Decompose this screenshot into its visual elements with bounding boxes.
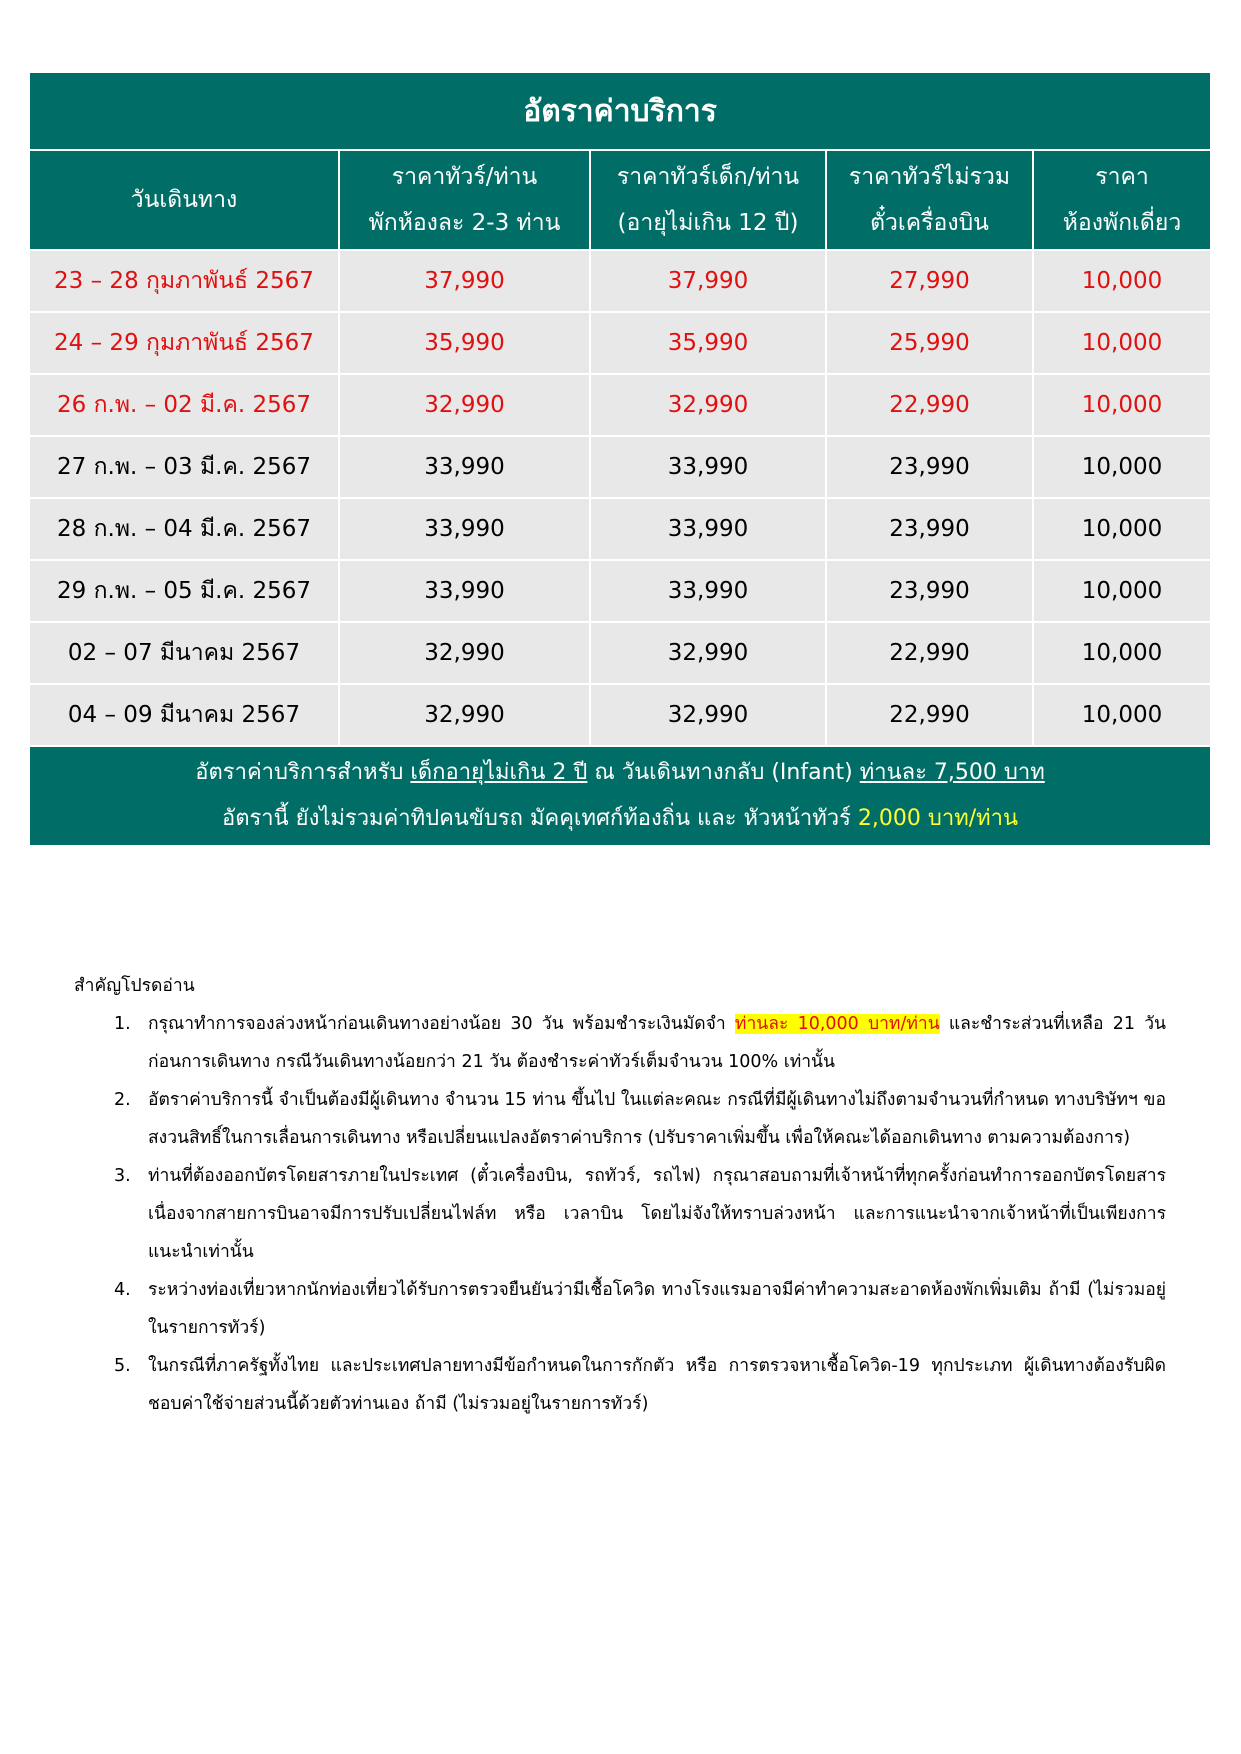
- note-item: 2. อัตราค่าบริการนี้ จำเป็นต้องมีผู้เดินทาง จำนวน 15 ท่าน ขึ้นไป ในแต่ละคณะ กรณีที่มีผู้เดินทางไม่ถึงตามจำนวนที่กำหนด ทางบริษัทฯ ขอสงวนสิทธิ์ในการเลื่อนการเดินทาง หรือเปลี่ยนแปลงอัตราค่าบริการ (ปรับราคาเพิ่มขึ้น เพื่อให้คณะได้ออกเดินทาง ตามความต้องการ): [114, 1090, 1166, 1148]
- table-cell: 32,990: [590, 374, 826, 436]
- table-cell: 23,990: [826, 436, 1033, 498]
- table-cell: 23 – 28 กุมภาพันธ์ 2567: [29, 250, 339, 312]
- table-cell: 33,990: [339, 436, 590, 498]
- table-cell: 10,000: [1033, 684, 1211, 746]
- table-cell: 10,000: [1033, 498, 1211, 560]
- table-cell: 33,990: [590, 436, 826, 498]
- table-cell: 29 ก.พ. – 05 มี.ค. 2567: [29, 560, 339, 622]
- table-cell: 10,000: [1033, 312, 1211, 374]
- table-cell: 22,990: [826, 622, 1033, 684]
- table-cell: 02 – 07 มีนาคม 2567: [29, 622, 339, 684]
- table-title: อัตราค่าบริการ: [29, 72, 1211, 150]
- table-row: [29, 250, 1211, 312]
- table-cell: 32,990: [339, 684, 590, 746]
- table-cell: 33,990: [590, 498, 826, 560]
- table-cell: 22,990: [826, 374, 1033, 436]
- table-cell: 32,990: [339, 374, 590, 436]
- table-title-row: [29, 72, 1211, 150]
- table-cell: 32,990: [339, 622, 590, 684]
- table-cell: 23,990: [826, 498, 1033, 560]
- note-item: 5. ในกรณีที่ภาครัฐทั้งไทย และประเทศปลายทางมีข้อกำหนดในการกักตัว หรือ การตรวจหาเชื้อโควิด-19 ทุกประเภท ผู้เดินทางต้องรับผิดชอบค่าใช้จ่ายส่วนนี้ด้วยตัวท่านเอง ถ้ามี (ไม่รวมอยู่ในรายการทัวร์): [114, 1356, 1166, 1414]
- table-cell: 22,990: [826, 684, 1033, 746]
- table-cell: 10,000: [1033, 622, 1211, 684]
- table-cell: 33,990: [590, 560, 826, 622]
- table-cell: 28 ก.พ. – 04 มี.ค. 2567: [29, 498, 339, 560]
- table-footer-note: อัตราค่าบริการสำหรับ เด็กอายุไม่เกิน 2 ปี ณ วันเดินทางกลับ (Infant) ท่านละ 7,500 บาท อัตรานี้ ยังไม่รวมค่าทิปคนขับรถ มัคคุเทศก์ท้องถิ่น และ หัวหน้าทัวร์ 2,000 บาท/ท่าน: [29, 746, 1211, 846]
- table-cell: 25,990: [826, 312, 1033, 374]
- tip-amount: 2,000 บาท/ท่าน: [857, 806, 1019, 831]
- table-cell: 24 – 29 กุมภาพันธ์ 2567: [29, 312, 339, 374]
- table-cell: 35,990: [339, 312, 590, 374]
- price-sheet: [28, 71, 1210, 847]
- header-single-room: ราคา ห้องพักเดี่ยว: [1033, 150, 1211, 250]
- header-travel-date: วันเดินทาง: [29, 150, 339, 250]
- table-cell: 32,990: [590, 622, 826, 684]
- infant-price-note: ท่านละ 7,500 บาท: [859, 760, 1045, 785]
- table-cell: 32,990: [590, 684, 826, 746]
- table-cell: 04 – 09 มีนาคม 2567: [29, 684, 339, 746]
- table-header-row: [29, 150, 1211, 250]
- table-row: [29, 622, 1211, 684]
- header-no-ticket-price: ราคาทัวร์ไม่รวม ตั๋วเครื่องบิน: [826, 150, 1033, 250]
- table-row: [29, 374, 1211, 436]
- note-item: 4. ระหว่างท่องเที่ยวหากนักท่องเที่ยวได้รับการตรวจยืนยันว่ามีเชื้อโควิด ทางโรงแรมอาจมีค่าทำความสะอาดห้องพักเพิ่มเติม ถ้ามี (ไม่รวมอยู่ในรายการทัวร์): [114, 1280, 1166, 1338]
- notes-heading: สำคัญโปรดอ่าน: [74, 976, 195, 996]
- note-item: 3. ท่านที่ต้องออกบัตรโดยสารภายในประเทศ (ตั๋วเครื่องบิน, รถทัวร์, รถไฟ) กรุณาสอบถามที่เจ้าหน้าที่ทุกครั้งก่อนทำการออกบัตรโดยสาร เนื่องจากสายการบินอาจมีการปรับเปลี่ยนไฟล์ท หรือ เวลาบิน โดยไม่จังให้ทราบล่วงหน้า และการแนะนำจากเจ้าหน้าที่เป็นเพียงการแนะนำเท่านั้น: [114, 1166, 1166, 1262]
- note-item: 1. กรุณาทำการจองล่วงหน้าก่อนเดินทางอย่างน้อย 30 วัน พร้อมชำระเงินมัดจำ ท่านละ 10,000 บาท/ท่าน และชำระส่วนที่เหลือ 21 วัน ก่อนการเดินทาง กรณีวันเดินทางน้อยกว่า 21 วัน ต้องชำระค่าทัวร์เต็มจำนวน 100% เท่านั้น: [114, 1014, 1166, 1072]
- important-notes: [74, 967, 1166, 1423]
- table-footer-row: [29, 746, 1211, 846]
- table-cell: 10,000: [1033, 250, 1211, 312]
- table-row: [29, 684, 1211, 746]
- table-cell: 10,000: [1033, 560, 1211, 622]
- table-cell: 23,990: [826, 560, 1033, 622]
- header-adult-price: ราคาทัวร์/ท่าน พักห้องละ 2-3 ท่าน: [339, 150, 590, 250]
- table-row: [29, 498, 1211, 560]
- notes-list: [74, 1005, 1166, 1423]
- table-cell: 37,990: [339, 250, 590, 312]
- table-row: [29, 560, 1211, 622]
- table-cell: 10,000: [1033, 374, 1211, 436]
- table-row: [29, 436, 1211, 498]
- table-cell: 26 ก.พ. – 02 มี.ค. 2567: [29, 374, 339, 436]
- header-child-price: ราคาทัวร์เด็ก/ท่าน (อายุไม่เกิน 12 ปี): [590, 150, 826, 250]
- table-cell: 35,990: [590, 312, 826, 374]
- table-cell: 10,000: [1033, 436, 1211, 498]
- table-row: [29, 312, 1211, 374]
- table-cell: 27 ก.พ. – 03 มี.ค. 2567: [29, 436, 339, 498]
- table-cell: 33,990: [339, 498, 590, 560]
- table-cell: 33,990: [339, 560, 590, 622]
- price-table: [28, 71, 1212, 847]
- table-cell: 27,990: [826, 250, 1033, 312]
- infant-age-note: เด็กอายุไม่เกิน 2 ปี: [410, 760, 588, 785]
- deposit-highlight: ท่านละ 10,000 บาท/ท่าน: [734, 1014, 940, 1034]
- table-cell: 37,990: [590, 250, 826, 312]
